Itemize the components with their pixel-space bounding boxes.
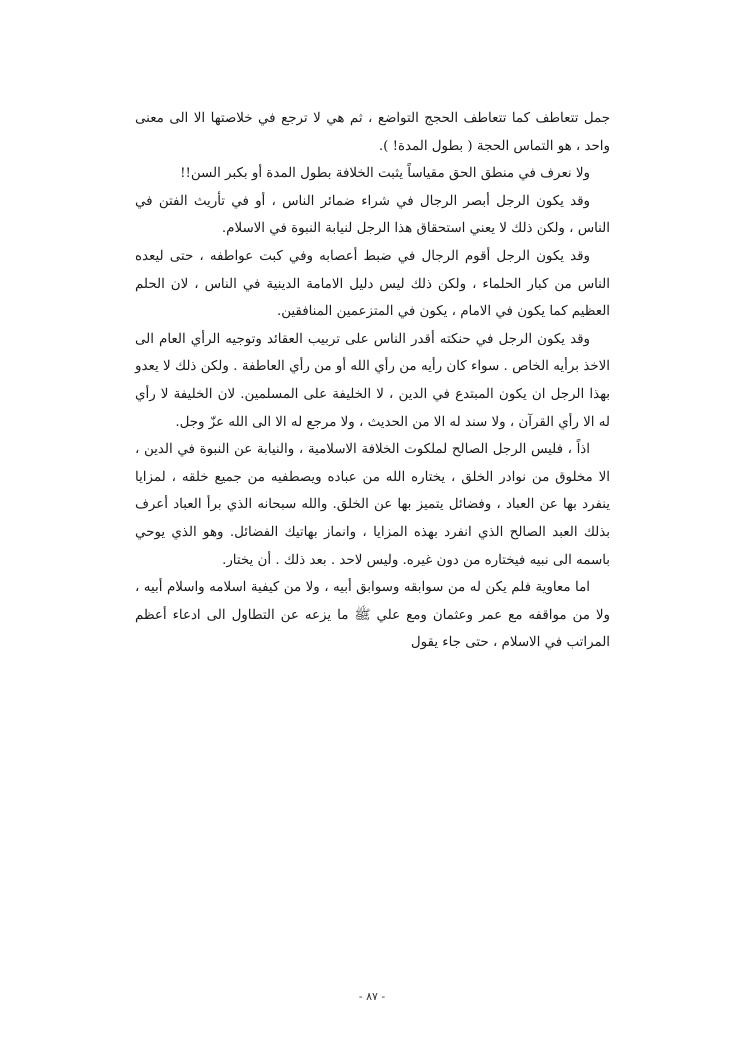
paragraph-continuation: جمل تتعاطف كما تتعاطف الحجج التواضع ، ثم هي لا ترجع في خلاصتها الا الى معنى واحد ، هو التماس الحجة ( بطول المدة! ). bbox=[135, 111, 610, 154]
paragraph: ولا نعرف في منطق الحق مقياساً يثبت الخلافة بطول المدة أو بكبر السن!! bbox=[180, 166, 590, 182]
paragraph: اما معاوية فلم يكن له من سوابقه وسوابق أبيه ، ولا من كيفية اسلامه واسلام أبيه ، ولا من مواقفه مع عمر وعثمان ومع علي ﷺ ما يزعه عن التطاول الى ادعاء أعظم المراتب في الاسلام ، حتى جاء يقول bbox=[135, 580, 610, 651]
body-text bbox=[135, 105, 610, 657]
paragraph: اذاً ، فليس الرجل الصالح لملكوت الخلافة الاسلامية ، والنيابة عن النبوة في الدين ، الا مخلوق من نوادر الخلق ، يختاره الله من عباده ويصطفيه من جميع خلقه ، لمزايا ينفرد بها عن العباد ، وفضائل يتميز بها عن الخلق. والله سبحانه الذي برأ العباد أعرف بذلك العبد الصالح الذي انفرد بهذه المزايا ، وانماز بهاتيك الفضائل. وهو الذي يوحي باسمه الى نبيه فيختاره من دون غيره. وليس لاحد . بعد ذلك . أن يختار. bbox=[135, 442, 610, 568]
paragraph: وقد يكون الرجل أبصر الرجال في شراء ضمائر الناس ، أو في تأريث الفتن في الناس ، ولكن ذلك لا يعني استحقاق هذا الرجل لنيابة النبوة في الاسلام. bbox=[135, 193, 610, 237]
paragraph: وقد يكون الرجل في حنكته أقدر الناس على تربيب العقائد وتوجيه الرأي العام الى الاخذ برأيه الخاص . سواء كان رأيه من رأي الله أو من رأي العاطفة . ولكن ذلك لا يعدو بهذا الرجل ان يكون المبتدع في الدين ، لا الخليفة على المسلمين. لان الخليفة لا رأي له الا رأي القرآن ، ولا سند له الا من الحديث ، ولا مرجع له الا الى الله عزّ وجل. bbox=[135, 331, 610, 430]
page-number: - ٨٧ - bbox=[358, 990, 386, 1003]
paragraph: وقد يكون الرجل أقوم الرجال في ضبط أعصابه وفي كبت عواطفه ، حتى ليعده الناس من كبار الحلماء ، ولكن ذلك ليس دليل الامامة الدينية في الناس ، لان الحلم العظيم كما يكون في الامام ، يكون في المتزعمين المنافقين. bbox=[135, 248, 610, 320]
